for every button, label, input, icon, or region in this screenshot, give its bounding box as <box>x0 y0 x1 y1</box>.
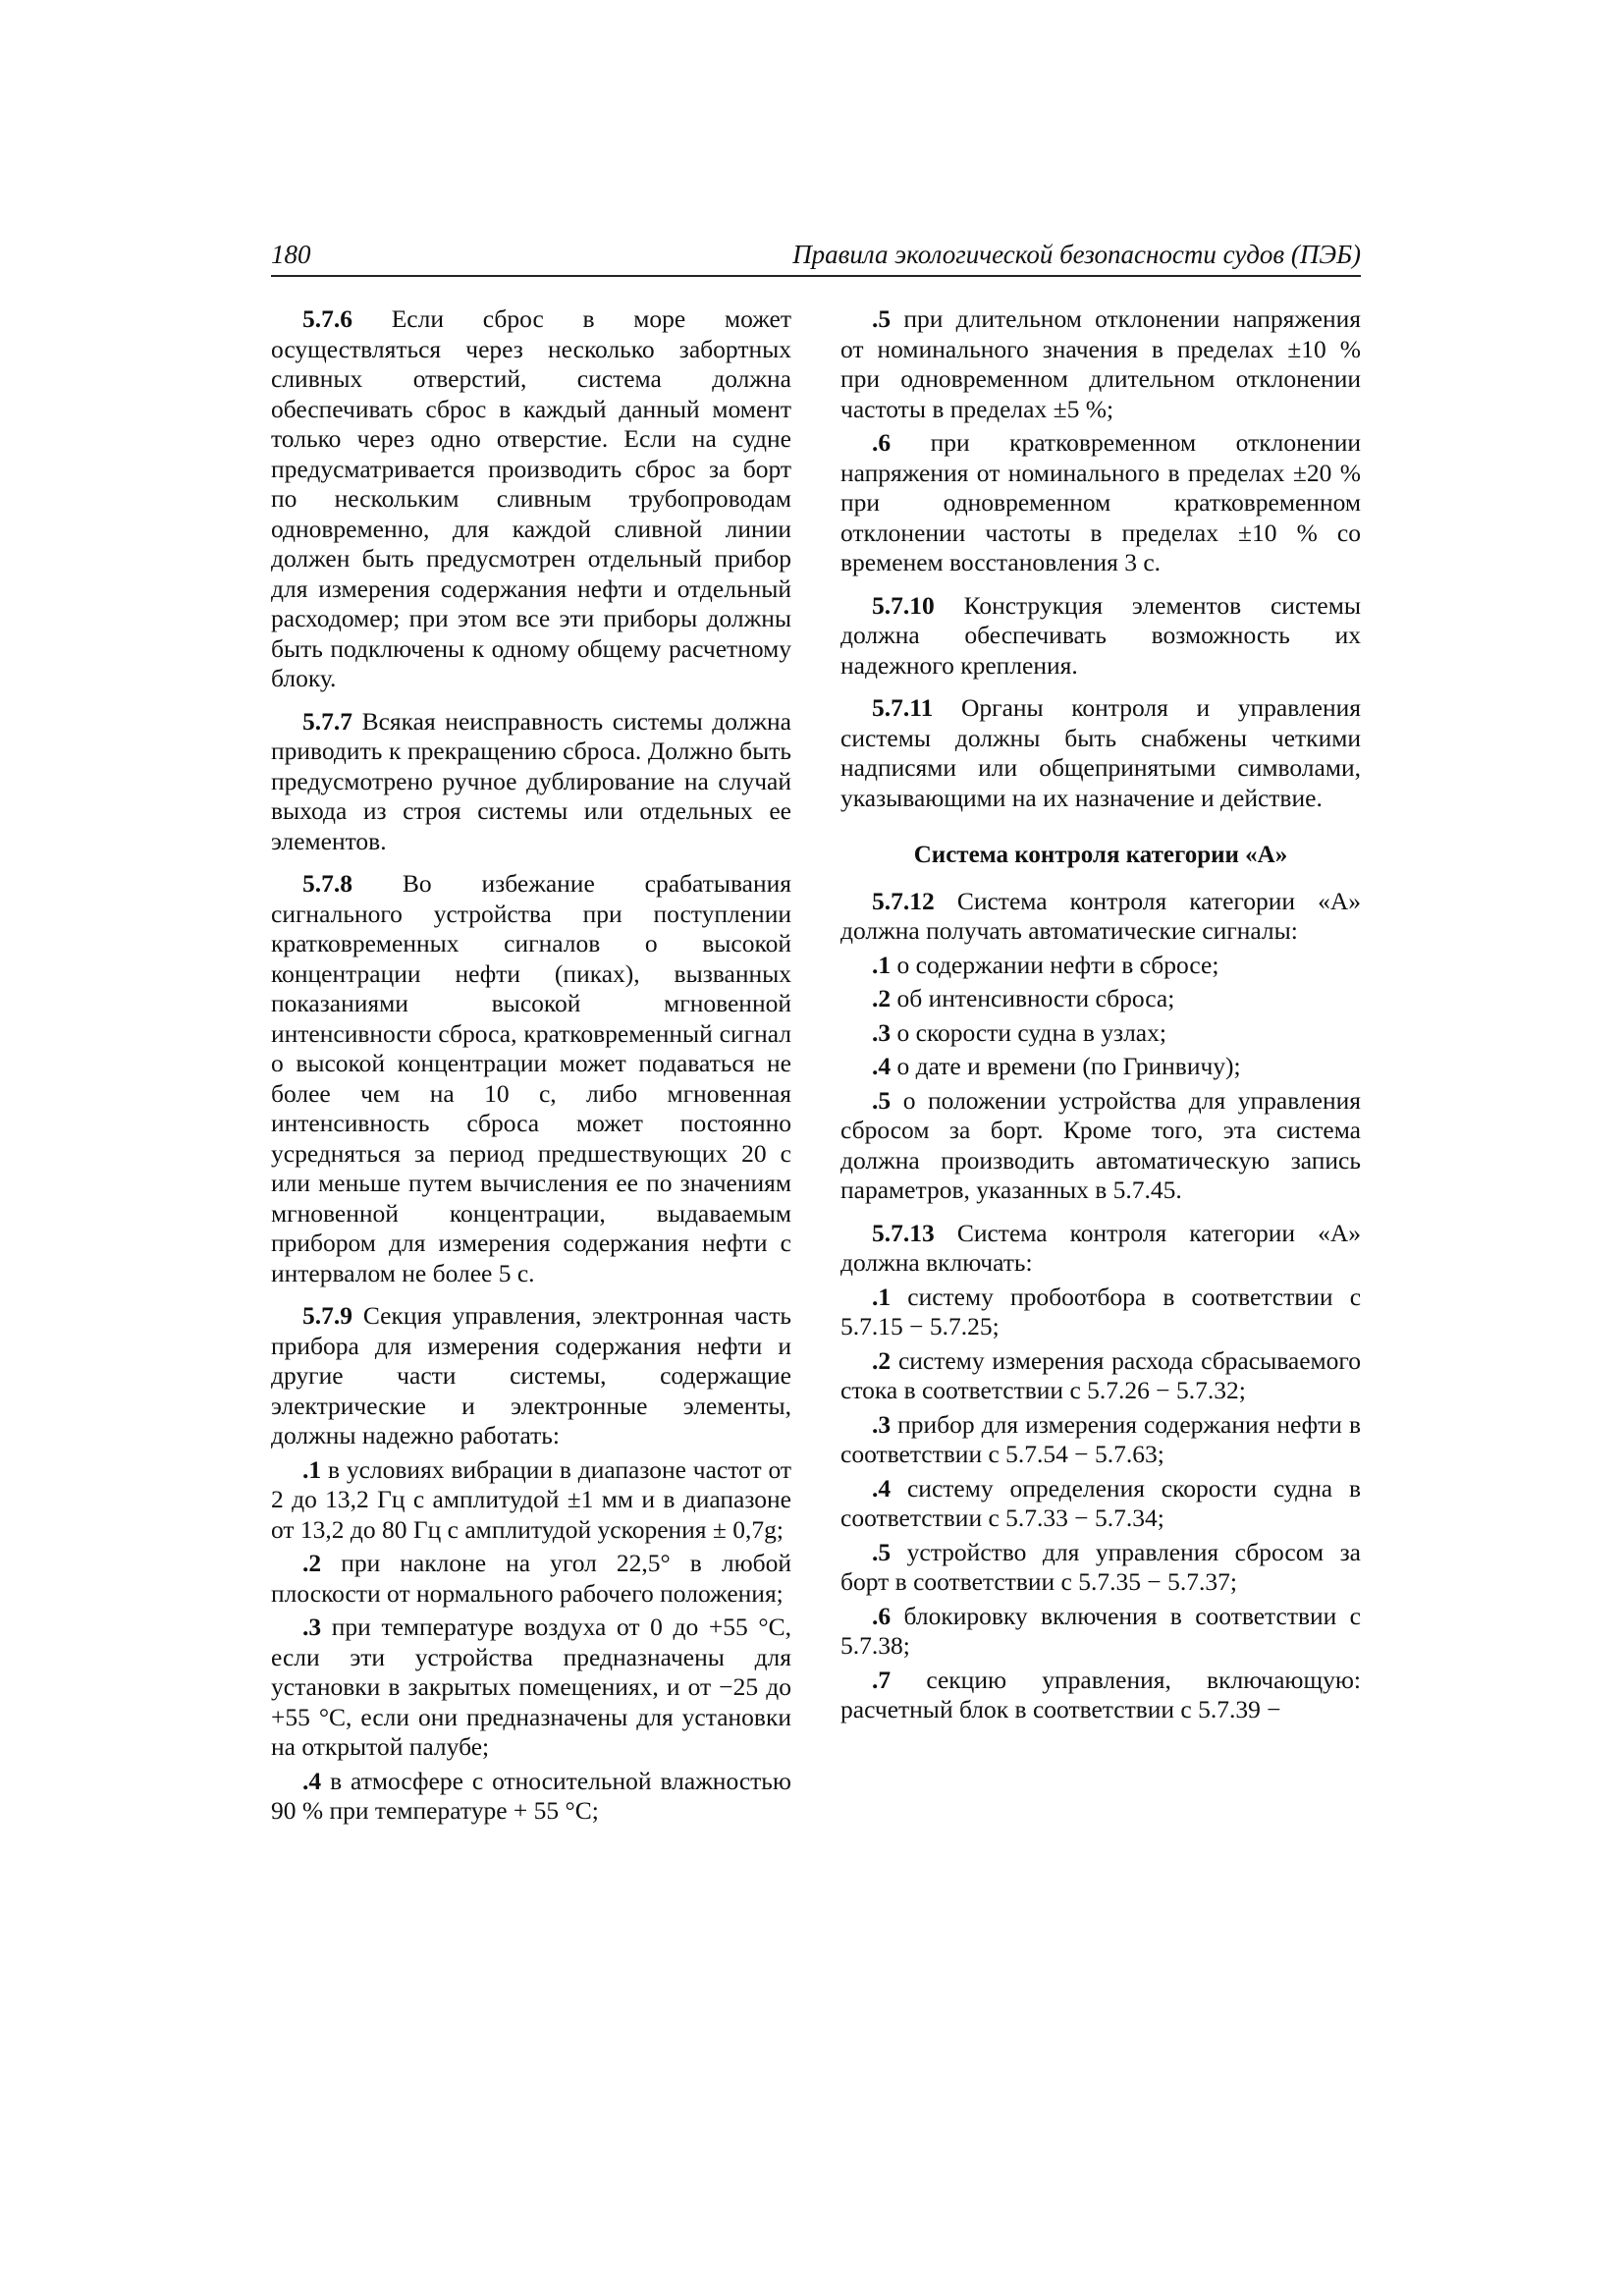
clause-5-7-12 <box>840 887 1361 947</box>
section-heading: Система контроля категории «А» <box>913 842 1288 868</box>
clause-5-7-13 <box>840 1219 1361 1279</box>
clause-text: Конструкция элементов системы должна обеспечивать возможность их надежного крепления. <box>840 590 1361 680</box>
list-item <box>840 1538 1361 1598</box>
item-text: о положении устройства для управления сбросом за борт. Кроме того, эта система должна производить автоматическую запись параметров, указанных в 5.7.45. <box>840 1085 1361 1204</box>
item-number: .1 <box>302 1454 322 1484</box>
list-item <box>840 428 1361 578</box>
clause-5-7-10 <box>840 591 1361 682</box>
item-text: секцию управления, включающую: расчетный блок в соответствии с 5.7.39 − <box>840 1665 1361 1723</box>
item-number: .1 <box>872 1282 892 1311</box>
clause-text: Если сброс в море может осуществляться через несколько забортных сливных отверстий, система должна обеспечивать сброс в каждый данный момент только через одно отверстие. Если на судне предусматривается производить сброс за борт по нескольким сливным трубопроводам одновременно, для каждой сливной линии должен быть предусмотрен отдельный прибор для измерения содержания нефти и отдельный расходомер; при этом все эти приборы должны быть подключены к одному общему расчетному блоку. <box>271 304 791 692</box>
list-item <box>840 1346 1361 1406</box>
item-text: систему пробоотбора в соответствии с 5.7.15 − 5.7.25; <box>840 1282 1362 1340</box>
clause-text: Система контроля категории «А» должна включать: <box>840 1218 1361 1277</box>
clause-number: 5.7.12 <box>872 886 935 915</box>
list-item <box>840 951 1361 981</box>
list-item <box>840 304 1361 424</box>
clause-text: Во избежание срабатывания сигнального устройства при поступлении кратковременных сигналов о высокой концентрации нефти (пиках), вызванных показаниями высокой мгновенной интенсивности сброса, кратковременный сигнал о высокой концентрации может подаваться не более чем на 10 с, либо мгновенная интенсивность сброса может постоянно усредняться за период предшествующих 20 с или меньше путем вычисления ее по значениям мгновенной концентрации, выдаваемым прибором для измерения содержания нефти с интервалом не более 5 с. <box>271 869 791 1287</box>
list-item <box>271 1613 791 1763</box>
clause-text: Всякая неисправность системы должна приводить к прекращению сброса. Должно быть предусмотрено ручное дублирование на случай выхода из строя системы или отдельных ее элементов. <box>271 706 791 855</box>
item-number: .6 <box>872 1601 892 1630</box>
list-item <box>840 1410 1361 1470</box>
clause-number: 5.7.9 <box>302 1301 352 1330</box>
item-text: о содержании нефти в сбросе; <box>896 950 1219 979</box>
page-number: 180 <box>271 240 311 269</box>
list-item <box>271 1455 791 1546</box>
list-item <box>840 1018 1361 1049</box>
running-title: Правила экологической безопасности судов (ПЭБ) <box>792 240 1361 269</box>
list-item <box>271 1767 791 1827</box>
item-text: о дате и времени (по Гринвичу); <box>896 1052 1241 1080</box>
clause-5-7-7 <box>271 707 791 857</box>
clause-number: 5.7.13 <box>872 1218 935 1247</box>
clause-number: 5.7.10 <box>872 590 935 620</box>
clause-text: Органы контроля и управления системы должны быть снабжены четкими надписями или общепринятыми символами, указывающими на их назначение и действие. <box>840 693 1361 812</box>
item-text: о скорости судна в узлах; <box>896 1017 1166 1047</box>
clause-5-7-9 <box>271 1301 791 1451</box>
clause-text: Система контроля категории «А» должна получать автоматические сигналы: <box>840 886 1361 945</box>
item-number: .4 <box>872 1473 892 1503</box>
item-text: при кратковременном отклонении напряжения от номинального в пределах ±20 % при одновременном кратковременном отклонении частоты в пределах ±10 % со временем восстановления 3 с. <box>840 428 1361 576</box>
item-text: в условиях вибрации в диапазоне частот от 2 до 13,2 Гц с амплитудой ±1 мм и в диапазоне от 13,2 до 80 Гц с амплитудой ускорения ± 0,7g; <box>271 1454 791 1544</box>
clause-number: 5.7.7 <box>302 706 352 736</box>
list-item <box>840 1474 1361 1534</box>
item-text: при наклоне на угол 22,5° в любой плоскости от нормального рабочего положения; <box>271 1549 792 1608</box>
page-header <box>271 236 1361 277</box>
clause-5-7-8 <box>271 869 791 1288</box>
item-text: устройство для управления сбросом за борт в соответствии с 5.7.35 − 5.7.37; <box>840 1537 1362 1596</box>
item-text: прибор для измерения содержания нефти в соответствии с 5.7.54 − 5.7.63; <box>840 1409 1362 1468</box>
list-item <box>840 1283 1361 1342</box>
item-number: .5 <box>872 304 892 333</box>
list-item <box>271 1549 791 1609</box>
clause-number: 5.7.11 <box>872 693 934 722</box>
item-text: при температуре воздуха от 0 до +55 °С, если эти устройства предназначены для установки в закрытых помещениях, и от −25 до +55 °С, если они предназначены для установки на открытой палубе; <box>271 1613 791 1761</box>
item-text: об интенсивности сброса; <box>896 984 1175 1012</box>
left-column <box>271 304 791 1831</box>
list-item <box>840 1666 1361 1725</box>
clause-number: 5.7.6 <box>302 304 352 333</box>
item-number: .2 <box>302 1549 322 1577</box>
item-text: в атмосфере с относительной влажностью 90 % при температуре + 55 °С; <box>271 1766 791 1825</box>
item-number: .5 <box>872 1085 892 1115</box>
item-number: .3 <box>872 1409 892 1439</box>
item-number: .2 <box>872 984 892 1012</box>
item-number: .4 <box>872 1052 892 1080</box>
clause-number: 5.7.8 <box>302 869 352 898</box>
item-text: блокировку включения в соответствии с 5.7.38; <box>840 1601 1361 1660</box>
list-item <box>840 1052 1361 1082</box>
item-text: при длительном отклонении напряжения от номинального значения в пределах ±10 % при одновременном длительном отклонении частоты в пределах ±5 %; <box>840 304 1361 423</box>
item-number: .6 <box>872 428 892 457</box>
list-item <box>840 1086 1361 1206</box>
item-text: систему определения скорости судна в соответствии с 5.7.33 − 5.7.34; <box>840 1473 1361 1532</box>
item-number: .3 <box>872 1017 892 1047</box>
item-number: .1 <box>872 950 892 979</box>
item-number: .7 <box>872 1665 892 1694</box>
item-number: .5 <box>872 1537 892 1566</box>
item-number: .4 <box>302 1766 322 1795</box>
item-number: .2 <box>872 1345 892 1375</box>
item-number: .3 <box>302 1613 322 1641</box>
clause-5-7-11 <box>840 693 1361 813</box>
list-item <box>840 984 1361 1014</box>
list-item <box>840 1602 1361 1662</box>
clause-text: Секция управления, электронная часть прибора для измерения содержания нефти и другие части системы, содержащие электрические и электронные элементы, должны надежно работать: <box>271 1301 791 1449</box>
right-column <box>840 304 1361 1729</box>
item-text: систему измерения расхода сбрасываемого стока в соответствии с 5.7.26 − 5.7.32; <box>840 1345 1361 1404</box>
clause-5-7-6 <box>271 304 791 694</box>
